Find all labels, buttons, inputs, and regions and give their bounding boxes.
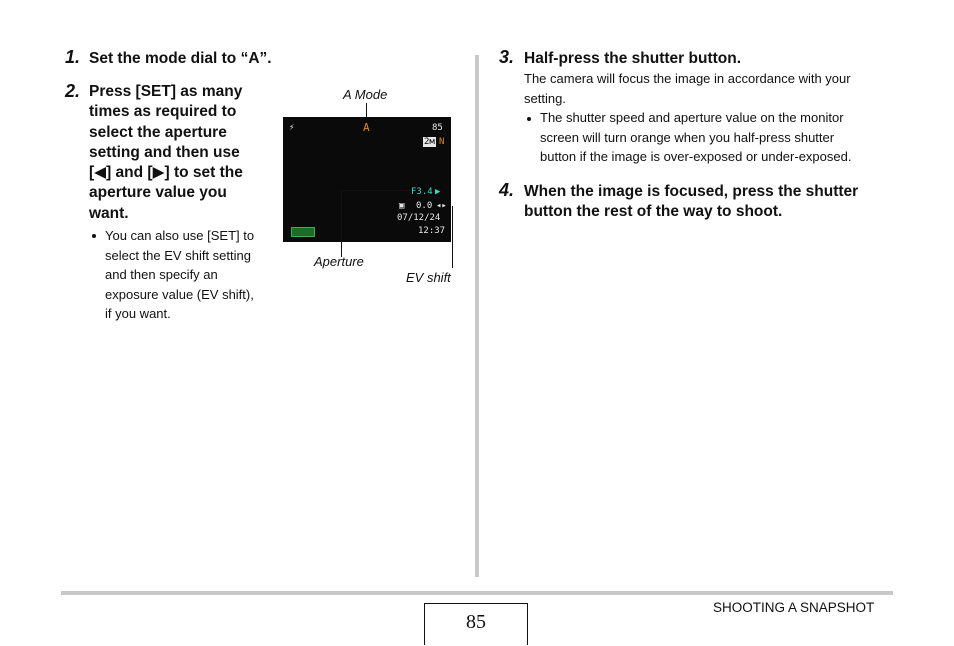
lcd-date: 07/12/24 xyxy=(397,213,441,223)
step-2-line: setting and then use xyxy=(89,143,240,161)
lcd-time: 12:37 xyxy=(418,226,446,236)
step-3-bullet-line: The shutter speed and aperture value on the monitor xyxy=(540,110,844,125)
camera-monitor-screen xyxy=(283,117,451,242)
lcd-arrow-icon: ▶ xyxy=(435,187,441,197)
step-1-text: Set the mode dial to “A”. xyxy=(89,50,272,67)
footer-divider xyxy=(61,591,893,595)
step-3-bullet-line: screen will turn orange when you half-press shutter xyxy=(540,129,835,145)
step-3-body-line: setting. xyxy=(524,90,566,106)
step-1-number: 1. xyxy=(65,47,81,67)
step-2-bullet-line: if you want. xyxy=(105,306,171,322)
step-2-line: times as required to xyxy=(89,103,237,121)
ev-shift-label: EV shift xyxy=(406,270,451,285)
step-4-line: button the rest of the way to shoot. xyxy=(524,203,783,221)
step-2-text xyxy=(89,82,243,224)
step-4-text xyxy=(524,182,858,223)
step-2-line: select the aperture xyxy=(89,123,227,141)
step-2-bullet xyxy=(105,226,254,324)
a-mode-label: A Mode xyxy=(343,87,388,102)
step-2-line: [◀] and [▶] to set the xyxy=(89,164,243,182)
battery-icon xyxy=(291,227,315,237)
a-mode-leader-line xyxy=(366,103,367,117)
column-divider xyxy=(475,55,479,577)
lcd-ev: 0.0 xyxy=(416,201,433,211)
lcd-mode: A xyxy=(363,121,370,134)
lcd-aperture: F3.4 xyxy=(411,187,433,197)
step-3-bullet xyxy=(540,108,851,167)
aperture-label: Aperture xyxy=(314,254,364,269)
aperture-leader-line-h xyxy=(341,190,411,191)
step-2-line: want. xyxy=(89,204,129,222)
ev-arrows-icon: ◂▸ xyxy=(436,201,447,211)
section-title: SHOOTING A SNAPSHOT xyxy=(713,600,875,615)
lcd-quality: N xyxy=(439,137,445,147)
step-2-line: aperture value you xyxy=(89,184,227,202)
step-4-line: When the image is focused, press the shutter xyxy=(524,183,859,200)
lcd-shots: 85 xyxy=(432,123,443,133)
step-2-bullet-line: You can also use [SET] to xyxy=(105,228,255,243)
bullet-icon xyxy=(92,234,96,238)
step-3-body xyxy=(524,69,851,108)
bullet-icon xyxy=(527,117,531,121)
step-2-bullet-line: exposure value (EV shift), xyxy=(105,286,254,302)
step-3-body-line: The camera will focus the image in accordance with your xyxy=(524,71,851,86)
step-2-line: Press [SET] as many xyxy=(89,83,243,100)
step-2-bullet-line: select the EV shift setting xyxy=(105,247,251,263)
lcd-size: 2м xyxy=(424,137,435,147)
step-3-number: 3. xyxy=(499,47,515,67)
flash-icon: ⚡ xyxy=(289,123,295,133)
step-2-number: 2. xyxy=(65,81,81,101)
step-3-text: Half-press the shutter button. xyxy=(524,50,742,67)
page-number: 85 xyxy=(424,603,528,645)
ev-leader-line xyxy=(452,206,453,268)
step-2-bullet-line: and then specify an xyxy=(105,267,218,283)
ev-icon: ▣ xyxy=(399,201,405,211)
aperture-leader-line xyxy=(341,190,342,257)
step-3-bullet-line: button if the image is over-exposed or under-exposed. xyxy=(540,149,852,165)
step-4-number: 4. xyxy=(499,180,515,200)
